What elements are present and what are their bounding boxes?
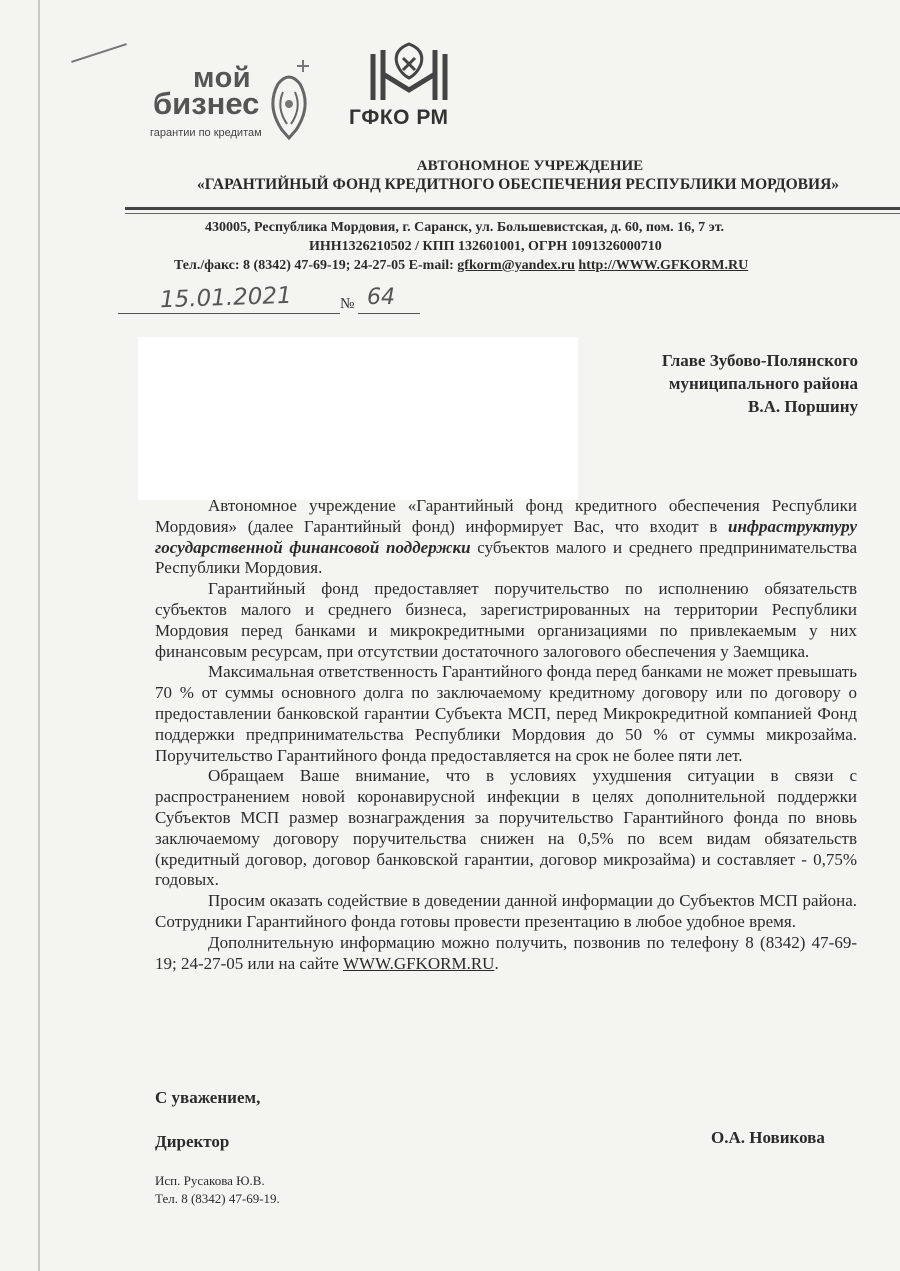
paragraph-3: Максимальная ответственность Гарантийного фонда перед банками не может превышать 70 % от суммы основного долга по заключаемому кредитному договору или по договору о предоставлении банковской гарантии Субъекта МСП, перед Микрокредитной компанией Фонд поддержки предпринимательства Республики Мордовия до 50 % от суммы микрозайма. Поручительство Гарантийного фонда предоставляется на срок не более пяти лет. xyxy=(155,662,857,765)
paragraph-5: Просим оказать содействие в доведении данной информации до Субъектов МСП района. Сотрудники Гарантийного фонда готовы провести презентацию в любое удобное время. xyxy=(155,891,857,931)
p6-text-c: . xyxy=(494,953,499,973)
paragraph-2: Гарантийный фонд предоставляет поручительство по исполнению обязательств субъектов малого и среднего бизнеса, зарегистрированных на территории Республики Мордовия перед банками и микрокредитными организациями по привлекаемым у них финансовым ресурсам, при отсутствии достаточного залогового обеспечения у Заемщика. xyxy=(155,579,857,661)
contact-website-link[interactable]: http://WWW.GFKORM.RU xyxy=(578,258,749,273)
recipient-line-1: Главе Зубово-Полянского xyxy=(661,351,858,370)
letter-body xyxy=(155,496,857,974)
website-link[interactable]: WWW.GFKORM.RU xyxy=(343,953,495,973)
paragraph-1 xyxy=(155,496,857,579)
executor-phone: Тел. 8 (8342) 47-69-19. xyxy=(155,1191,280,1206)
logo-word-biznes: бизнес xyxy=(153,86,260,121)
org-name: «ГАРАНТИЙНЫЙ ФОНД КРЕДИТНОГО ОБЕСПЕЧЕНИЯ РЕСПУБЛИКИ МОРДОВИЯ» xyxy=(196,176,840,193)
number-line xyxy=(358,313,420,314)
org-address: 430005, Республика Мордовия, г. Саранск, ул. Большевистская, д. 60, пом. 16, 7 эт. xyxy=(205,220,725,235)
gfko-logo-text: ГФКО РМ xyxy=(349,106,449,129)
recipient-line-3: В.А. Поршину xyxy=(748,397,858,416)
p1-emphasis: инфраструктуру государственной финансовой поддержки xyxy=(155,516,857,557)
pen-mark xyxy=(71,43,127,63)
handwritten-date: 15.01.2021 xyxy=(159,282,293,314)
contact-phone: Тел./факс: 8 (8342) 47-69-19; 24-27-05 E-mail: xyxy=(174,258,458,273)
executor-block xyxy=(155,1172,280,1208)
paragraph-6 xyxy=(155,933,857,975)
closing: С уважением, xyxy=(155,1088,261,1107)
p6-text-a: Дополнительную информацию можно получить, позвонив по телефону 8 (8342) 47-69-19; 24-27-05 или на сайте xyxy=(155,932,857,973)
org-type: АВТОНОМНОЕ УЧРЕЖДЕНИЕ xyxy=(416,158,644,174)
handwritten-number: 64 xyxy=(367,285,395,310)
signer-position: Директор xyxy=(155,1132,230,1151)
moi-biznes-logo xyxy=(148,62,308,142)
scan-edge xyxy=(38,0,40,1271)
org-contacts xyxy=(174,258,748,274)
p1-text-c: субъектов малого и среднего предпринимательства Республики Мордовия. xyxy=(155,537,858,578)
paragraph-4: Обращаем Ваше внимание, что в условиях ухудшения ситуации в связи с распространением новой коронавирусной инфекции в целях дополнительной поддержки Субъектов МСП размер вознаграждения за поручительство Гарантийного фонда по вновь заключаемому договору поручительства снижен на 0,5% по всем видам обязательств (кредитный договор, договор банковской гарантии, договор микрозайма) и составляет - 0,75% годовых. xyxy=(155,766,857,890)
gfko-logo xyxy=(345,40,475,135)
gfko-emblem-icon xyxy=(363,40,455,104)
contact-email-link[interactable]: gfkorm@yandex.ru xyxy=(457,258,575,273)
letterhead-divider xyxy=(125,207,900,210)
p1-text-a: Автономное учреждение «Гарантийный фонд кредитного обеспечения Республики Мордовия» (далее Гарантийный фонд) информирует Вас, что входит в xyxy=(155,496,857,536)
letterhead-divider-thin xyxy=(125,213,900,214)
ornament-icon xyxy=(266,46,312,146)
recipient-block xyxy=(662,349,858,418)
number-sign: № xyxy=(340,296,355,312)
recipient-line-2: муниципального района xyxy=(668,374,858,393)
logo-tagline: гарантии по кредитам xyxy=(150,127,262,139)
logo-word-moi: мой xyxy=(193,62,252,94)
date-line xyxy=(118,313,340,314)
redacted-area xyxy=(138,337,578,500)
org-requisites: ИНН1326210502 / КПП 132601001, ОГРН 1091326000710 xyxy=(309,239,662,254)
signer-name: О.А. Новикова xyxy=(711,1128,825,1147)
executor-name: Исп. Русакова Ю.В. xyxy=(155,1173,265,1188)
